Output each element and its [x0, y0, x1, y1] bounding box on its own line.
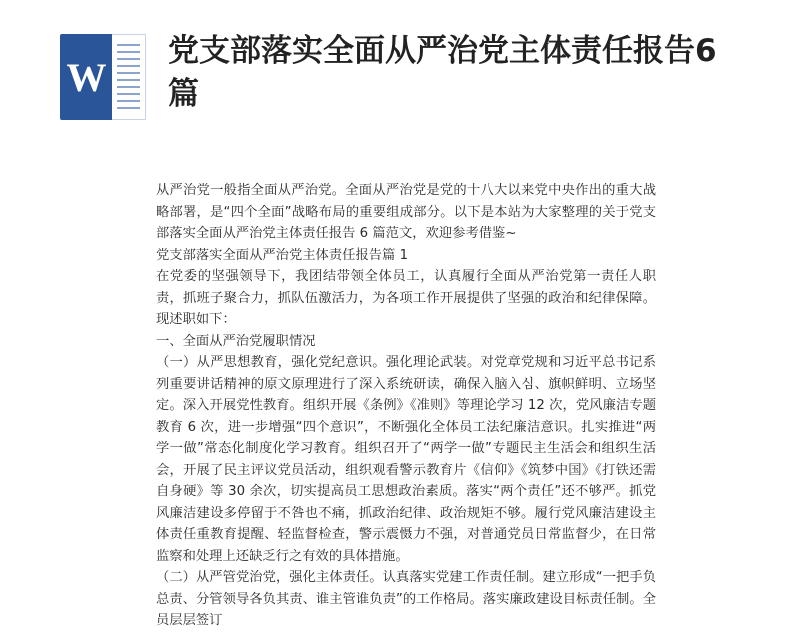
word-document-icon	[60, 34, 146, 120]
document-header	[0, 0, 800, 140]
paragraph: 在党委的坚强领导下，我团结带领全体员工，认真履行全面从严治党第一责任人职责，抓班子聚合力，抓队伍激活力，为各项工作开展提供了坚强的政治和纪律保障。现述职如下：	[156, 269, 656, 327]
paragraph: 党支部落实全面从严治党主体责任报告篇 1	[156, 247, 409, 263]
word-icon-letter: W	[66, 54, 106, 100]
paragraph: 一、全面从严治党履职情况	[156, 333, 316, 349]
page-title: 党支部落实全面从严治党主体责任报告6篇	[168, 33, 717, 112]
paragraph: （一）从严思想教育，强化党纪意识。强化理论武装。对党章党规和习近平总书记系列重要讲话精神的原文原理进行了深入系统研读，确保入脑入심、旗帜鲜明、立场坚定。深入开展党性教育。组织开展《条例》《准则》等理论学习 12 次，党风廉洁专题教育 6 次，进一步增强“四个意识”，不断强化全体员工法纪廉洁意识。扎实推进“两学一做”常态化制度化学习教育。组织召开了“两学一做”专题民主生活会和组织生活会，开展了民主评议党员活动，组织观看警示教育片《信仰》《筑梦中国》《打铁还需自身硬》等 30 余次，切实提高员工思想政治素质。落实“两个责任”还不够严。抓党风廉洁建设多停留于不咎也不痛，抓政治纪律、政治规矩不够。履行党风廉洁建设主体责任重教育提醒、轻监督检查，警示震慑力不强，对普通党员日常监督少，在日常监察和处理上还缺乏行之有效的具体措施。	[156, 355, 656, 564]
title-wrap	[168, 30, 768, 116]
word-icon-lines	[112, 34, 146, 120]
document-body	[156, 180, 656, 632]
paragraph: （二）从严管党治党，强化主体责任。认真落实党建工作责任制。建立形成“一把手负总责、分管领导各负其责、谁主管谁负责”的工作格局。落实廉政建设目标责任制。全员层层签订	[156, 570, 656, 628]
paragraph: 从严治党一般指全面从严治党。全面从严治党是党的十八大以来党中央作出的重大战略部署，是“四个全面”战略布局的重要组成部分。以下是本站为大家整理的关于党支部落实全面从严治党主体责任报告 6 篇范文，欢迎参考借鉴~	[156, 183, 656, 241]
